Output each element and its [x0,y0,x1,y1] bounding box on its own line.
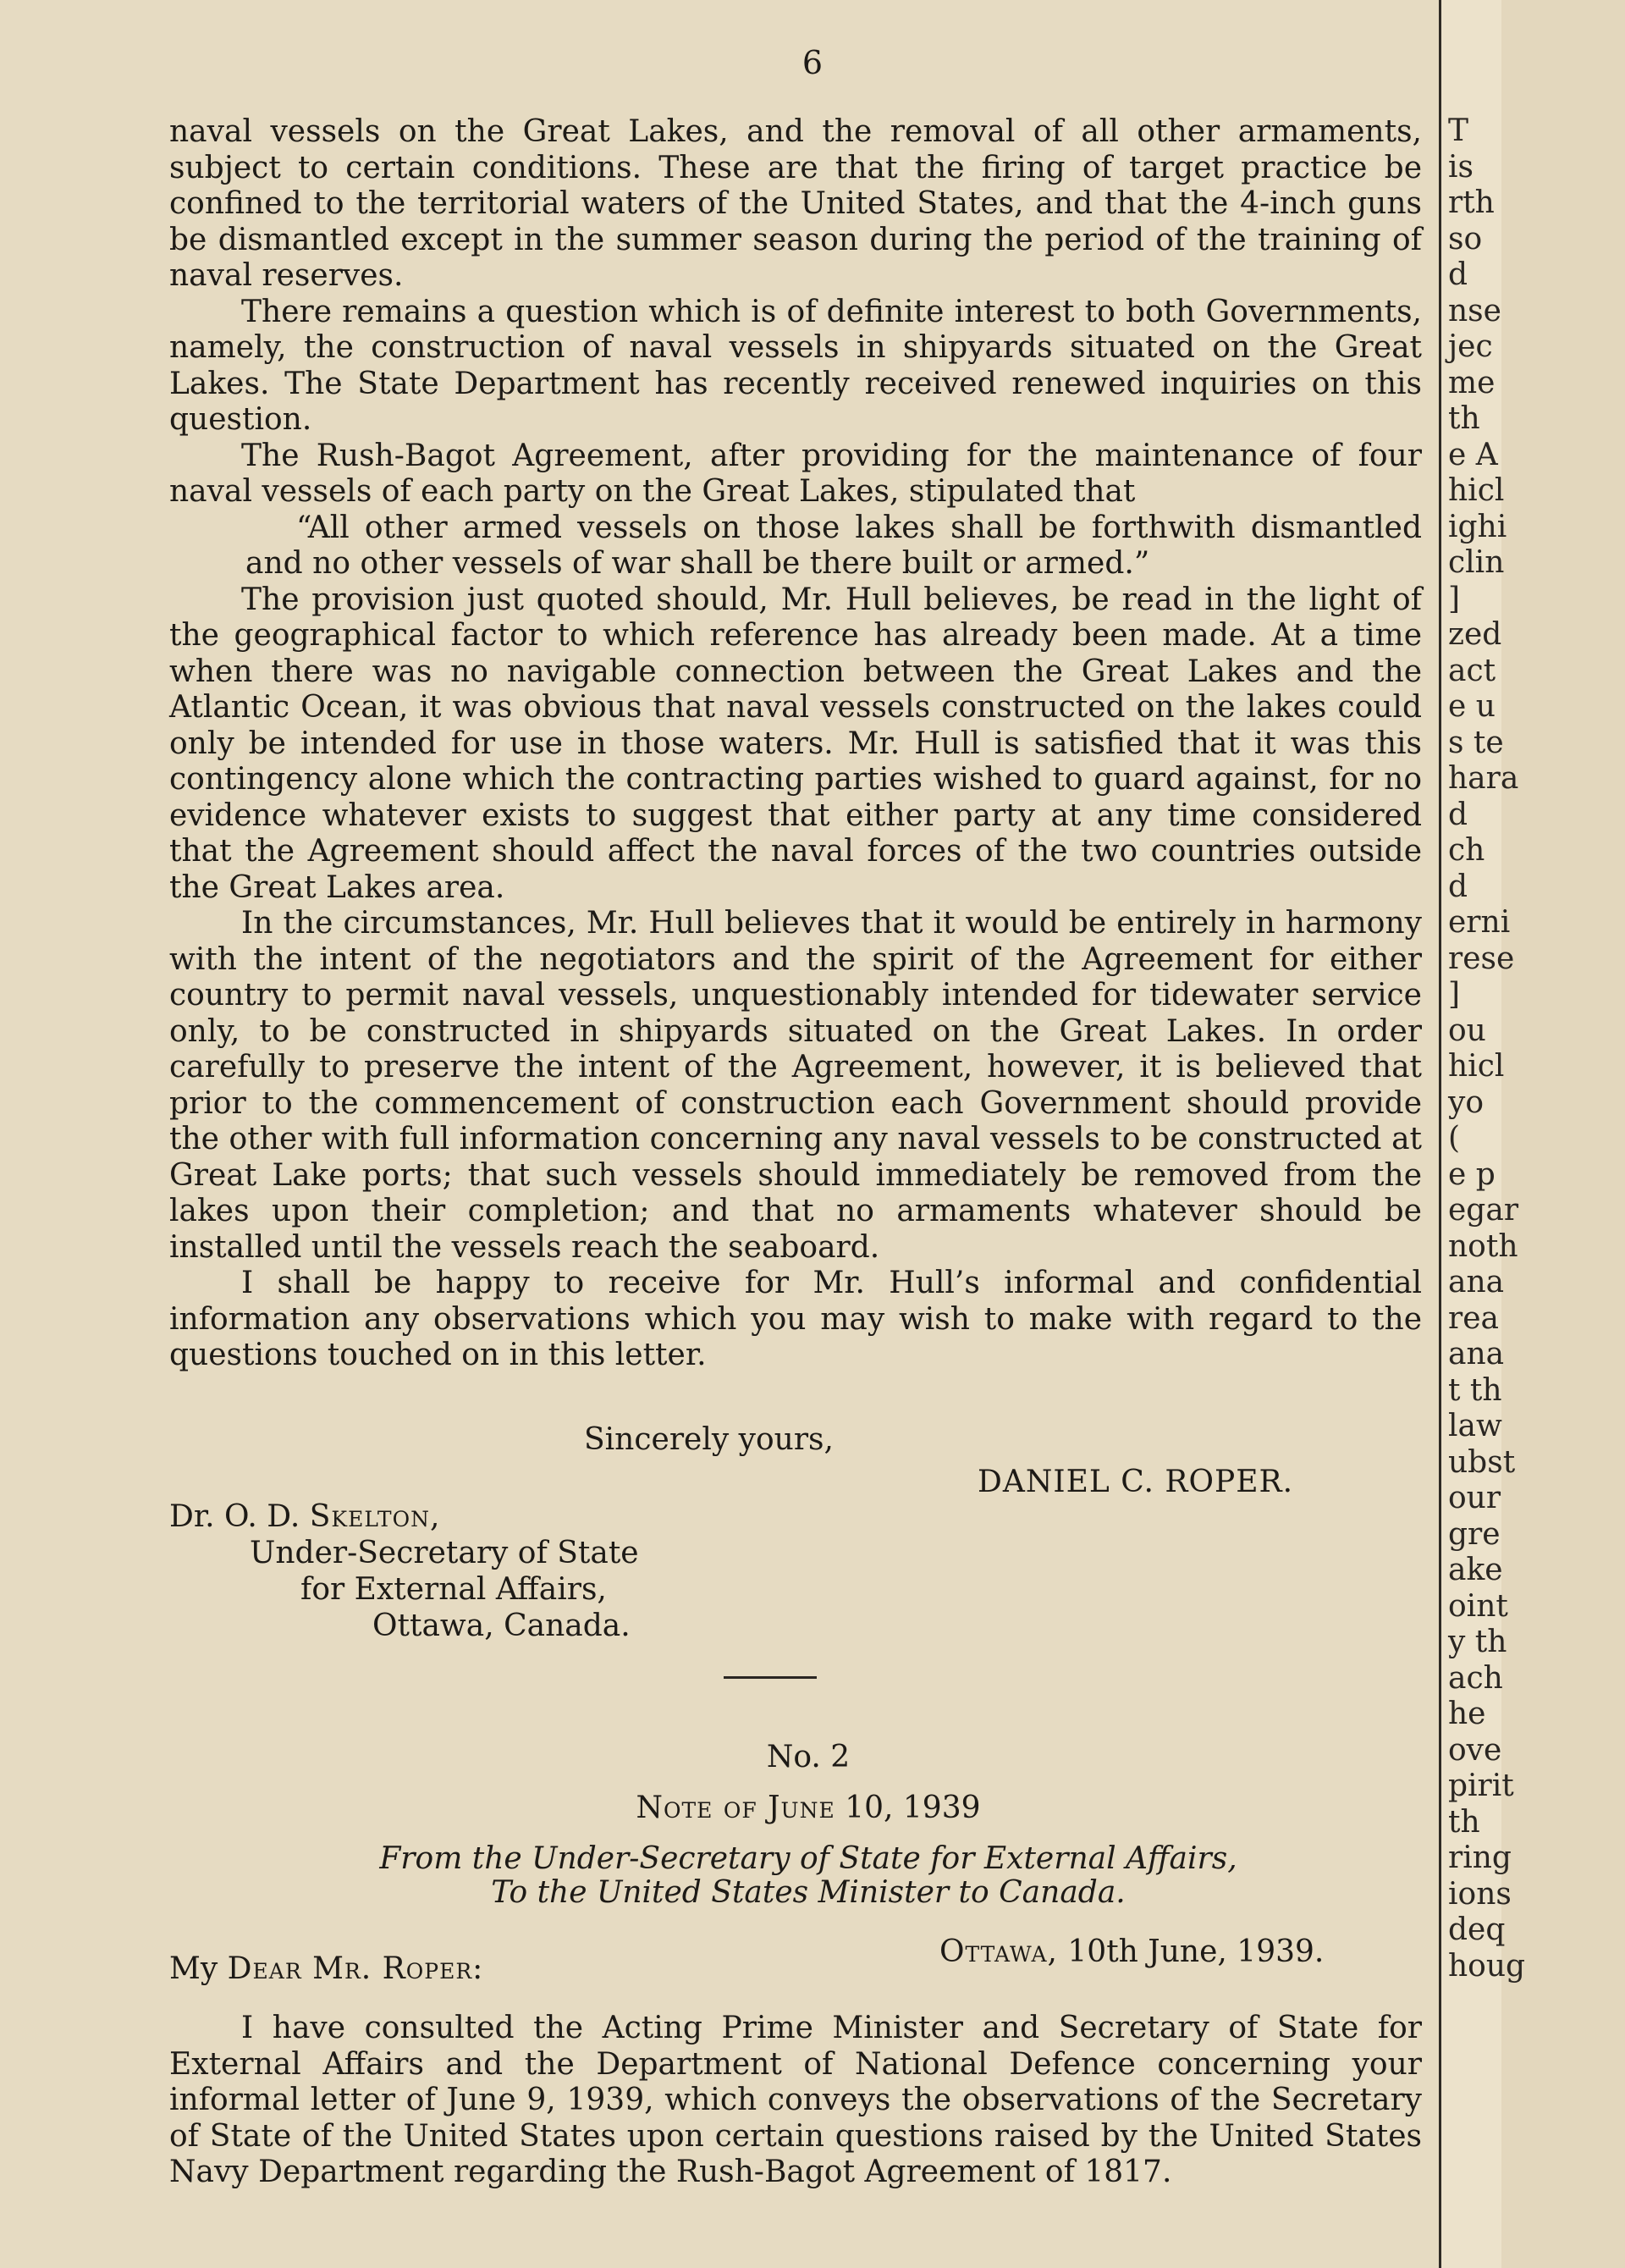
adjacent-page-edge [1439,0,1526,2268]
page-number: 6 [801,44,824,81]
addressee-department: for External Affairs, [300,1572,607,1607]
facing-page-fragment: ch [1448,833,1485,868]
facing-page-fragment: jec [1448,329,1493,364]
facing-page-fragment: e u [1448,689,1496,724]
facing-page-fragment: pirit [1448,1769,1514,1803]
letter-body [169,114,1422,1374]
complimentary-close: Sincerely yours, [584,1422,834,1457]
paragraph-4: The provision just quoted should, Mr. Hull believes, be read in the light of the geographical factor to which reference has already been made. At a time when there was no navigable connection between the Great Lakes and the Atlantic Ocean, it was obvious that naval vessels constructed on the lakes could only be intended for use in those waters. Mr. Hull is satisfied that it was this contingency alone which the contracting parties wished to guard against, for no evidence whatever exists to suggest that either party at any time considered that the Agreement should affect the naval forces of the two countries outside the Great Lakes area. [169,582,1422,905]
facing-page-fragment: ubst [1448,1444,1516,1480]
paragraph-5: In the circumstances, Mr. Hull believes that it would be entirely in harmony with the intent of the negotiators and the spirit of the Agreement for either country to permit naval vessels, unquestionably intended for tidewater service only, to be constructed in shipyards situated on the Great Lakes. In order carefully to preserve the intent of the Agreement, however, it is believed that prior to the commencement of construction each Government should provide the other with full information concerning any naval vessels to be constructed at Great Lake ports; that such vessels should immediately be removed from the lakes upon their completion; and that no armaments whatever should be installed until the vessels reach the seaboard. [169,906,1422,1265]
facing-page-fragment: rth [1448,185,1495,220]
facing-page-fragment: noth [1448,1228,1518,1264]
facing-page-fragment: e p [1448,1156,1496,1192]
facing-page-fragment: our [1448,1481,1501,1515]
facing-page-fragment: deq [1448,1912,1506,1947]
facing-page-fragment: s te [1448,725,1504,760]
facing-page-fragment: oint [1448,1588,1508,1624]
note-body [169,2011,1422,2191]
facing-page-fragment: y th [1448,1625,1507,1659]
facing-page-fragment: e A [1448,437,1498,472]
facing-page-fragment: d [1448,797,1468,832]
facing-page-fragment: ove [1448,1732,1502,1768]
facing-page-fragment: ighi [1448,509,1507,544]
signature-name: DANIEL C. ROPER. [978,1465,1294,1499]
quotation: “All other armed vessels on those lakes shall be forthwith dismantled and no other vessels of war shall be there built or armed.” [245,510,1422,581]
addressee-block [169,1498,639,1644]
facing-page-fragment: hara [1448,761,1519,796]
section-divider [724,1676,817,1679]
paragraph-3: The Rush-Bagot Agreement, after providing for the maintenance of four naval vessels of each party on the Great Lakes, stipulated that [169,438,1422,509]
facing-page-fragment: ] [1448,581,1461,616]
facing-page-fragment: clin [1448,545,1505,580]
facing-page-fragment: ana [1448,1337,1505,1371]
facing-page-fragment: rese [1448,941,1515,976]
paragraph-1: naval vessels on the Great Lakes, and the removal of all other armaments, subject to certain conditions. These are that the firing of target practice be confined to the territorial waters of the United States, and that the 4-inch guns be dismantled except in the summer season during the period of the training of naval reserves. [169,114,1422,293]
facing-page-fragment: ( [1448,1121,1461,1156]
addressee-location: Ottawa, Canada. [372,1609,631,1643]
facing-page-fragment: hicl [1448,1049,1505,1084]
note-paragraph: I have consulted the Acting Prime Minister and Secretary of State for External Affairs and the Department of National Defence concerning your informal letter of June 9, 1939, which conveys the observations of the Secretary of State of the United States upon certain questions raised by the United States Navy Department regarding the Rush-Bagot Agreement of 1817. [169,2011,1422,2189]
note-heading: Note of June 10, 1939 [636,1791,981,1825]
facing-page-fragment: is [1448,149,1474,185]
facing-page-fragment: houg [1448,1948,1526,1984]
facing-page-fragment: ou [1448,1013,1486,1048]
facing-page-fragment: ions [1448,1876,1512,1912]
facing-page-fragment: d [1448,869,1468,904]
note-number: No. 2 [766,1740,851,1774]
facing-page-fragment: act [1448,653,1496,688]
place-date: Ottawa, 10th June, 1939. [939,1934,1325,1969]
note-from-line: From the Under-Secretary of State for External Affairs, [379,1841,1237,1876]
facing-page-fragment: T [1448,113,1469,148]
salutation: My Dear Mr. Roper: [169,1951,483,1986]
facing-page-fragment: ake [1448,1553,1503,1587]
paragraph-2: There remains a question which is of definite interest to both Governments, namely, the construction of naval vessels in shipyards situated on the Great Lakes. The State Department has recently received renewed inquiries on this question. [169,294,1422,437]
addressee-title: Under-Secretary of State [250,1536,639,1570]
facing-page-fragment: me [1448,365,1496,400]
facing-page-fragment: erni [1448,905,1511,940]
facing-page-fragment: he [1448,1697,1486,1731]
addressee-name: Dr. O. D. Skelton, [169,1499,441,1534]
facing-page-fragment: so [1448,221,1483,257]
facing-page-fragment: zed [1448,617,1502,652]
facing-page-fragment: th [1448,1804,1480,1840]
facing-page-fragment: th [1448,401,1480,436]
facing-page-fragment: ach [1448,1660,1503,1696]
facing-page-fragment: d [1448,257,1468,292]
facing-page-fragment: gre [1448,1516,1501,1552]
facing-page-fragment: t th [1448,1372,1502,1408]
paragraph-6: I shall be happy to receive for Mr. Hull’s informal and confidential information any observations which you may wish to make with regard to the questions touched on in this letter. [169,1266,1422,1372]
facing-page-fragment: egar [1448,1193,1519,1228]
facing-page-fragment: ] [1448,977,1461,1012]
note-to-line: To the United States Minister to Canada. [491,1875,1126,1910]
facing-page-fragment: nse [1448,293,1501,328]
facing-page-fragment: ana [1448,1265,1505,1300]
facing-page-fragment: hicl [1448,473,1505,508]
facing-page-fragment: yo [1448,1084,1485,1120]
facing-page-fragment: law [1448,1409,1502,1443]
facing-page-fragment: rea [1448,1300,1499,1336]
facing-page-fragment: ring [1448,1840,1512,1875]
